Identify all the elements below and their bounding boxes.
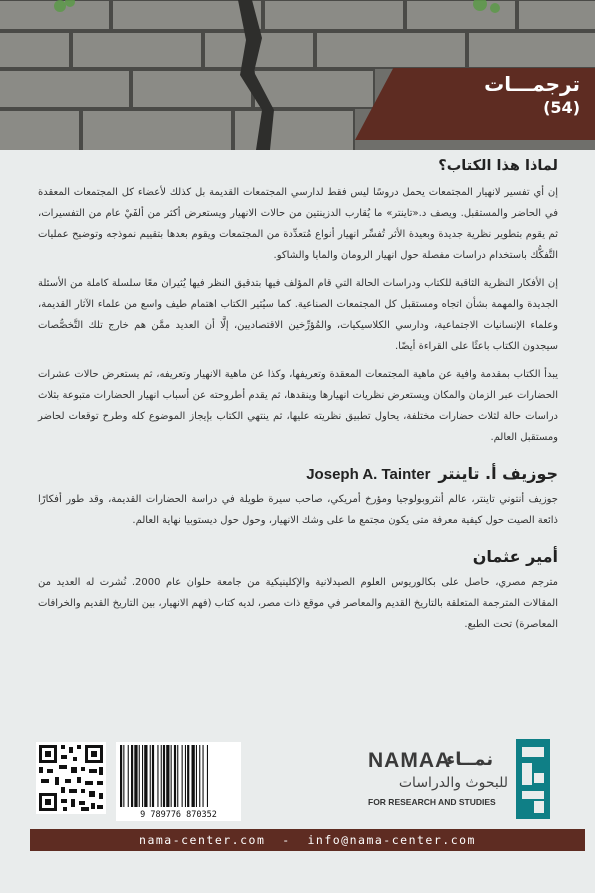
translator-name: أمير عثمان bbox=[472, 547, 558, 566]
barcode-icon bbox=[116, 742, 241, 812]
barcode-area bbox=[36, 742, 241, 822]
publisher-name-ar: نمــاء bbox=[446, 749, 494, 770]
author-name-ar: جوزيف أ. تاينتر bbox=[438, 464, 558, 483]
isbn-number: 9 789776 870352 bbox=[116, 809, 241, 821]
series-number: (54) bbox=[543, 98, 580, 117]
publisher-name-en: NAMAA bbox=[368, 749, 452, 772]
back-cover-text bbox=[38, 158, 558, 642]
footer-contact-bar bbox=[30, 829, 585, 851]
footer-contact-text: nama-center.com - info@nama-center.com bbox=[139, 833, 476, 847]
author-name-en: Joseph A. Tainter bbox=[306, 466, 431, 483]
qr-code-icon bbox=[36, 742, 106, 814]
namaa-logo-icon bbox=[516, 739, 550, 823]
why-book-paragraph-2: إن الأفكار النظرية الثاقبة للكتاب ودراسات الحالة التي قام المؤلف فيها بتدقيق النظر فيها يُثيران معًا سلسلة كاملة من الأسئلة الجديدة والمهمة بشأن اتجاه ومستقبل كل المجتمعات الصناعية. كما سيُثير الكتاب اهتمام طيف واسع من علماء الآثار القديمة، وعلماء الإنسانيات الاجتماعية، ودارسي الكلاسيكيات، والمُؤرِّخين الاقتصاديين، إلَّا أن العديد ممَّن هم خارج تلك التَّخصُّصات سيجدون الكتاب باعثًا على القراءة أيضًا. bbox=[38, 278, 558, 352]
why-book-paragraph-1: إن أي تفسير لانهيار المجتمعات يحمل دروسًا ليس فقط لدارسي المجتمعات القديمة بل كذلك لأعضاء كل المجتمعات المعقدة في الحاضر والمستقبل. ويصف د.«تاينتر» ما يُقارب الدزينتين من حالات الانهيار ويستعرض أكثر من ألفَيْ عام من التفسيرات، ثم يقوم بتطوير نظرية جديدة وبعيدة الأثر تُفسِّر انهيار أنواع مُتعدِّدة من المجتمعات ويقوم بعدها بتقييم نموذجه وتوضيح عمليات التَّفكُّك باستخدام دراسات مفصلة حول انهيار الرومان والمايا والشاكو. bbox=[38, 187, 558, 261]
publisher-logo-block bbox=[350, 735, 590, 825]
why-book-heading: لماذا هذا الكتاب؟ bbox=[438, 158, 558, 174]
cover-stone-image bbox=[0, 0, 595, 150]
why-book-paragraph-3: يبدأ الكتاب بمقدمة وافية عن ماهية المجتمعات المعقدة وتعريفها، وكذا عن ماهية الانهيار وتعريفه، ثم يستعرض حالات عشرات الحضارات عبر الزمان والمكان ويستعرض نظريات انهيارها وينقدها، ثم يقدم أطروحته عن أسباب انهيار الحضارات متبوعة بثلاث دراسات حالة لثلاث حضارات مختلفة، يحاول تطبيق نظريته عليها، ثم ينتهي الكتاب بإيجاز الموضوع كله وطرح توقعات لحاضر ومستقبل العالم. bbox=[38, 369, 558, 443]
publisher-subtitle-en: FOR RESEARCH AND STUDIES bbox=[368, 797, 496, 807]
translator-bio: مترجم مصري، حاصل على بكالوريوس العلوم الصيدلانية والإكلينيكية من جامعة حلوان عام 2000. نُشرت له العديد من المقالات المترجمة المتعلقة بالتاريخ القديم والمعاصر في موقع ذات مصر، لديه كتاب (فهم الانهيار، بين التاريخ القديم والخرافات المعاصرة) تحت الطبع. bbox=[38, 577, 558, 630]
series-label bbox=[365, 72, 580, 136]
series-title: ترجمـــات bbox=[484, 72, 580, 96]
author-heading bbox=[38, 464, 558, 483]
publisher-subtitle-ar: للبحوث والدراسات bbox=[398, 775, 508, 791]
author-bio: جوزيف أنتوني تاينتر، عالم أنثروبولوجيا ومؤرخ أمريكي، صاحب سيرة طويلة في دراسة الحضارات القديمة، وقد طور أفكارًا ذائعة الصيت حول كيفية معرفة متى يكون مجتمع ما على وشك الانهيار، وحول حول ديستوبيا نهاية العالم. bbox=[38, 494, 558, 526]
